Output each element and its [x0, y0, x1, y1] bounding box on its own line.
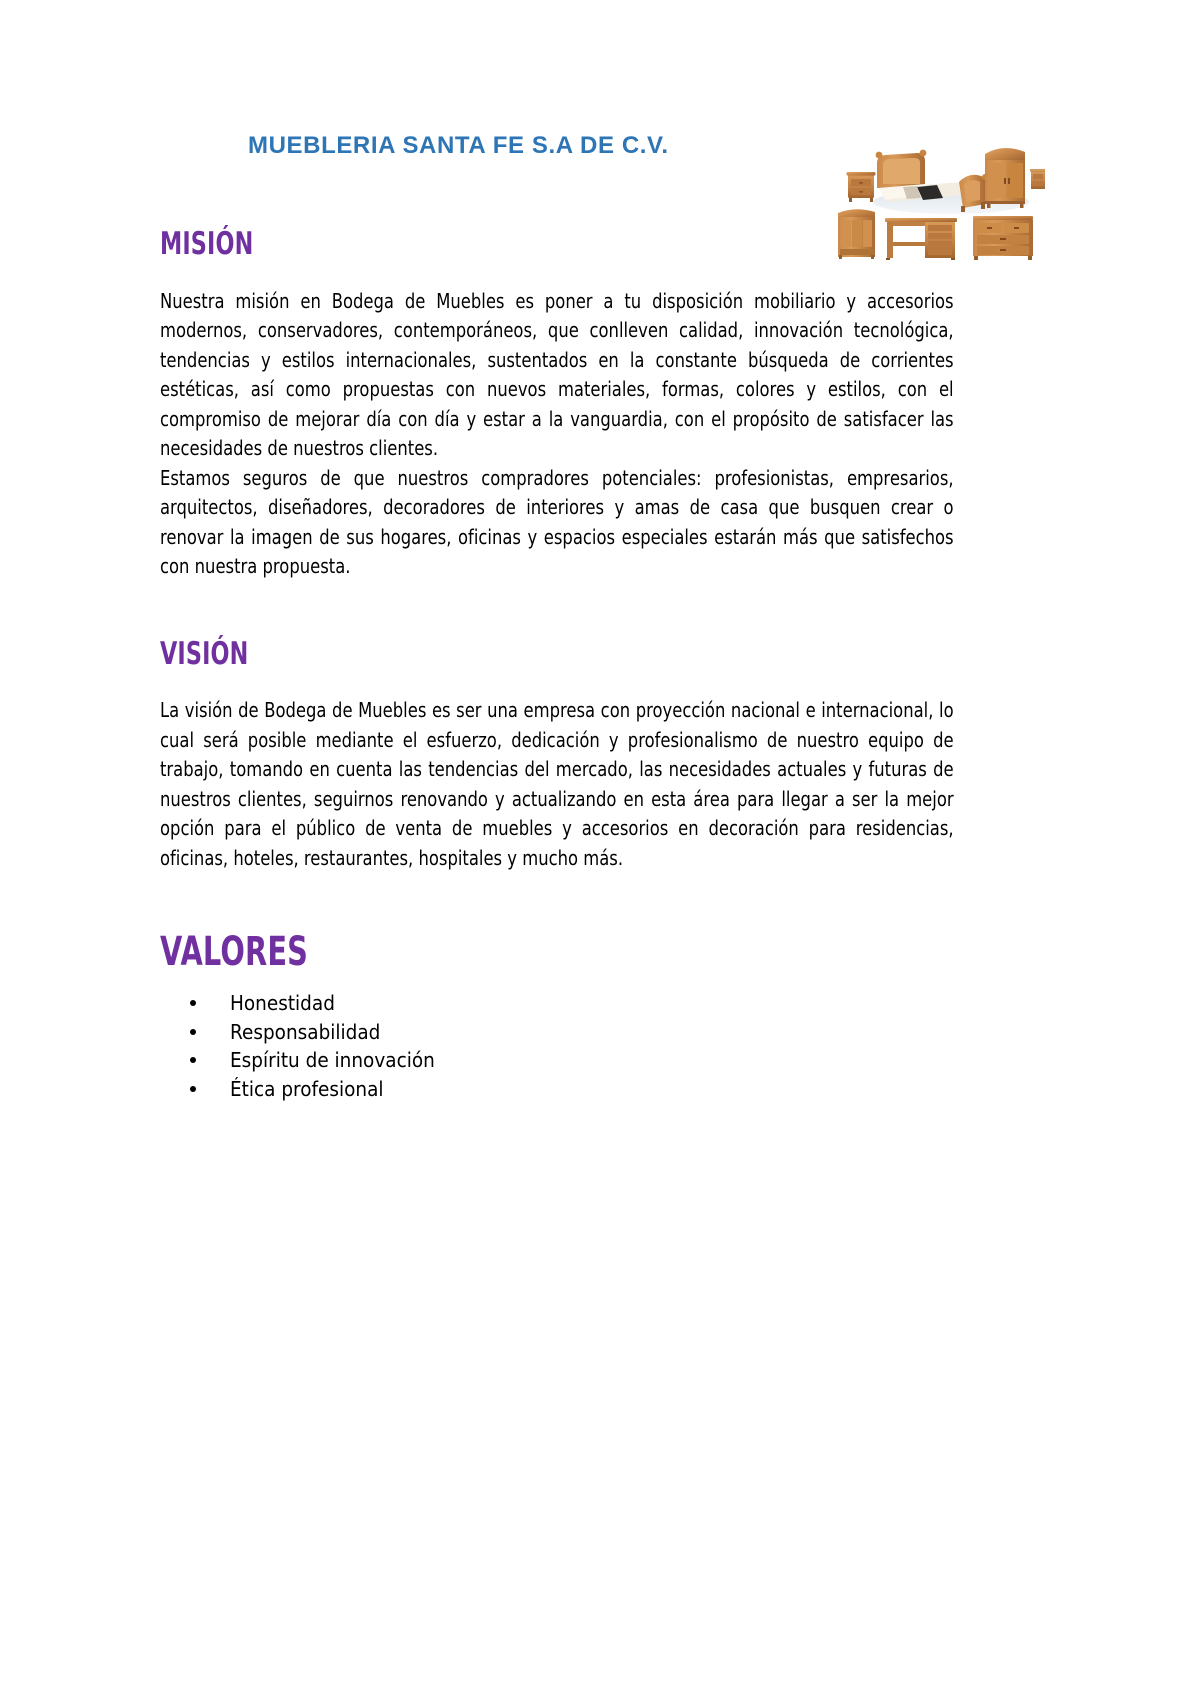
document-content — [160, 228, 954, 1103]
page-title: MUEBLERIA SANTA FE S.A DE C.V. — [248, 132, 669, 159]
mision-body — [160, 287, 954, 582]
bullet-icon — [190, 1086, 196, 1092]
value-label: Espíritu de innovación — [230, 1048, 435, 1073]
list-item — [160, 1075, 954, 1104]
bullet-icon — [190, 1057, 196, 1063]
mision-paragraph-1: Nuestra misión en Bodega de Muebles es poner a tu disposición mobiliario y accesorios modernos, conservadores, contemporáneos, que conlleven calidad, innovación tecnológica, tendencias y estilos internacionales, sustentados en la constante búsqueda de corrientes estéticas, así como propuestas con nuevos materiales, formas, colores y estilos, con el compromiso de mejorar día con día y estar a la vanguardia, con el propósito de satisfacer las necesidades de nuestros clientes. — [160, 288, 954, 461]
section-heading-vision: VISIÓN — [160, 635, 249, 672]
list-item — [160, 1018, 954, 1047]
mision-paragraph-2: Estamos seguros de que nuestros compradores potenciales: profesionistas, empresarios, arquitectos, diseñadores, decoradores de interiores y amas de casa que busquen crear o renovar la imagen de sus hogares, oficinas y espacios especiales estarán más que satisfechos con nuestra propuesta. — [160, 465, 954, 579]
list-item — [160, 989, 954, 1018]
value-label: Honestidad — [230, 991, 335, 1016]
vision-body — [160, 696, 954, 873]
list-item — [160, 1046, 954, 1075]
value-label: Responsabilidad — [230, 1019, 381, 1044]
section-heading-mision: MISIÓN — [160, 226, 254, 262]
vision-paragraph-1: La visión de Bodega de Muebles es ser una empresa con proyección nacional e internacional, lo cual será posible mediante el esfuerzo, dedicación y profesionalismo de nuestro equipo de trabajo, tomando en cuenta las tendencias del mercado, las necesidades actuales y futuras de nuestros clientes, seguirnos renovando y actualizando en esta área para llegar a ser la mejor opción para el público de venta de muebles y accesorios en decoración para residencias, oficinas, hoteles, restaurantes, hospitales y mucho más. — [160, 698, 954, 870]
bullet-icon — [190, 1000, 196, 1006]
value-label: Ética profesional — [230, 1076, 384, 1101]
bullet-icon — [190, 1029, 196, 1035]
section-heading-valores: VALORES — [160, 929, 309, 976]
values-list — [160, 989, 954, 1103]
